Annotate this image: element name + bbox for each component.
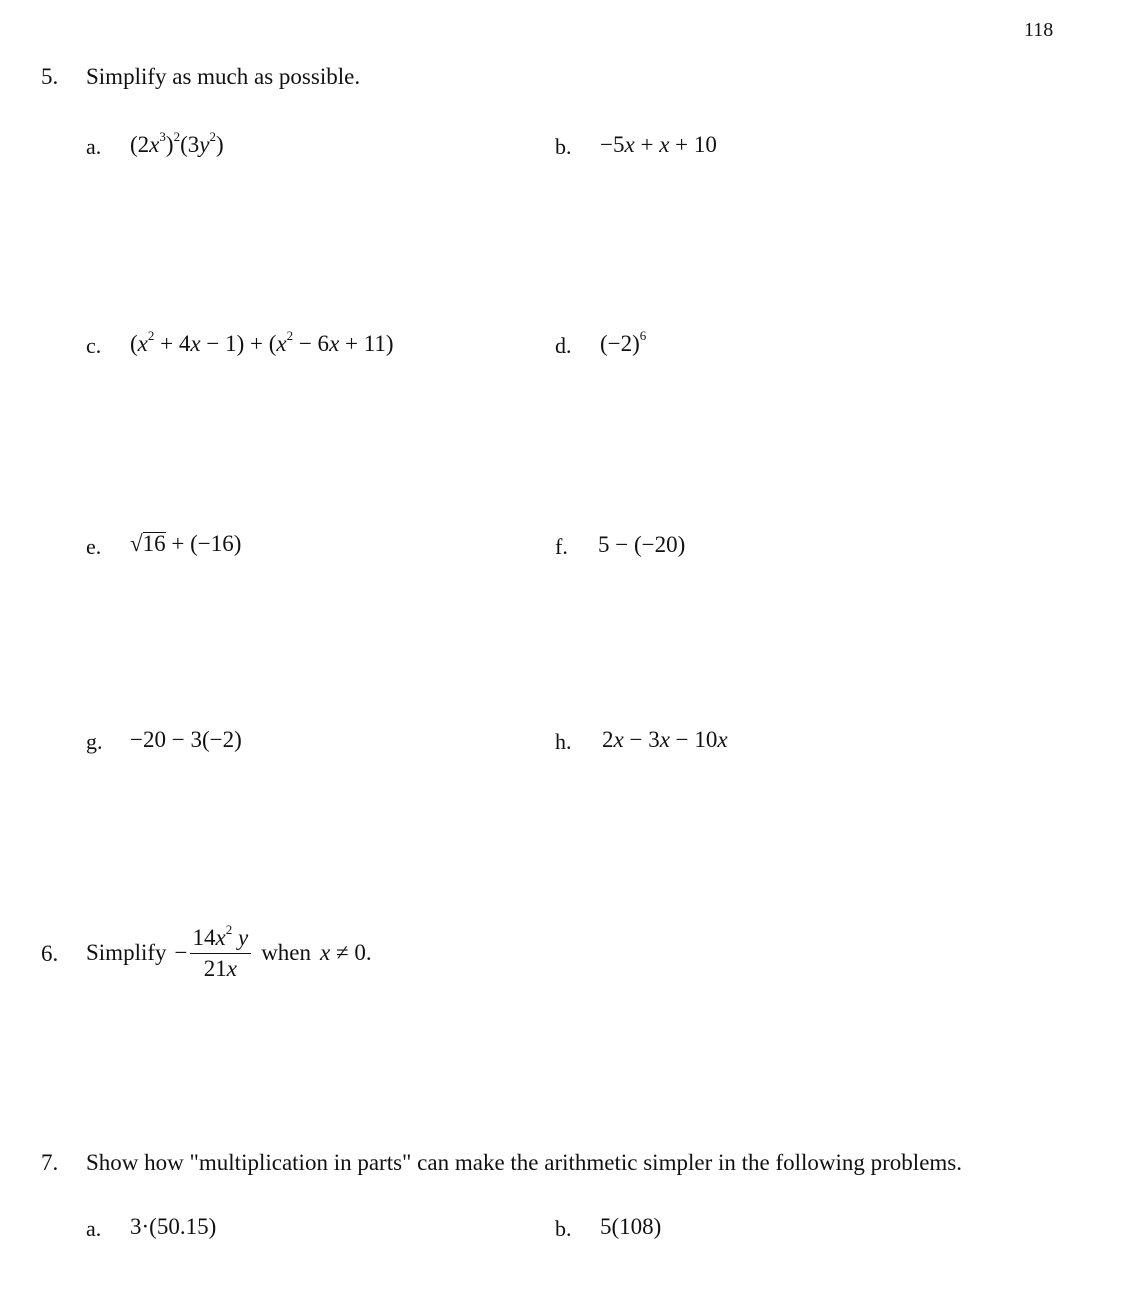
- q5-part-a-expression: $(2x^3)^2(3y^2)$: [130, 129, 224, 157]
- q7-part-a-expression: 3·(50.15): [130, 1214, 217, 1239]
- q5-part-d-expression: $(-2)^6$: [600, 328, 647, 356]
- question-6-statement: [86, 922, 372, 984]
- question-5-text: Simplify as much as possible.: [86, 64, 361, 89]
- page-number: 118: [1024, 19, 1054, 41]
- q7-part-b-label: b.: [555, 1216, 572, 1241]
- question-7-number: 7.: [41, 1150, 59, 1175]
- fraction-denominator: 21x: [203, 955, 237, 981]
- question-6-simplify-word: Simplify: [86, 940, 167, 965]
- q5-part-h-label: h.: [555, 729, 572, 754]
- q5-part-e-expression: √16 + (−16): [130, 531, 242, 556]
- q5-part-g-label: g.: [86, 729, 103, 754]
- q7-part-a-label: a.: [86, 1216, 102, 1241]
- q5-part-e-label: e.: [86, 534, 102, 559]
- fraction-numerator: $14x^2$ y: [190, 925, 252, 954]
- q5-part-c-expression: $(x^2 + 4x - 1) + (x^2 - 6x + 11)$: [130, 328, 394, 356]
- q5-part-d-label: d.: [555, 333, 572, 358]
- q5-part-c-label: c.: [86, 333, 102, 358]
- question-6-number: 6.: [41, 941, 59, 966]
- question-6-period: .: [365, 940, 372, 965]
- q7-part-b-expression: 5(108): [600, 1214, 662, 1239]
- q5-part-g-expression: −20 − 3(−2): [130, 727, 242, 752]
- question-7-text: Show how "multiplication in parts" can make the arithmetic simpler in the following problems.: [86, 1150, 962, 1175]
- q5-part-a-label: a.: [86, 134, 102, 159]
- q5-part-f-label: f.: [555, 534, 568, 559]
- q5-part-b-label: b.: [555, 134, 572, 159]
- question-6-when-word: when: [261, 940, 312, 965]
- q5-part-b-expression: −5x + x + 10: [600, 132, 717, 157]
- q5-part-f-expression: 5 − (−20): [598, 532, 686, 557]
- question-6-condition: x ≠ 0: [320, 940, 366, 965]
- q5-part-h-expression: 2x − 3x − 10x: [602, 727, 728, 752]
- fraction: [190, 921, 252, 982]
- question-5-number: 5.: [41, 64, 59, 89]
- fraction-minus-sign: −: [174, 940, 188, 965]
